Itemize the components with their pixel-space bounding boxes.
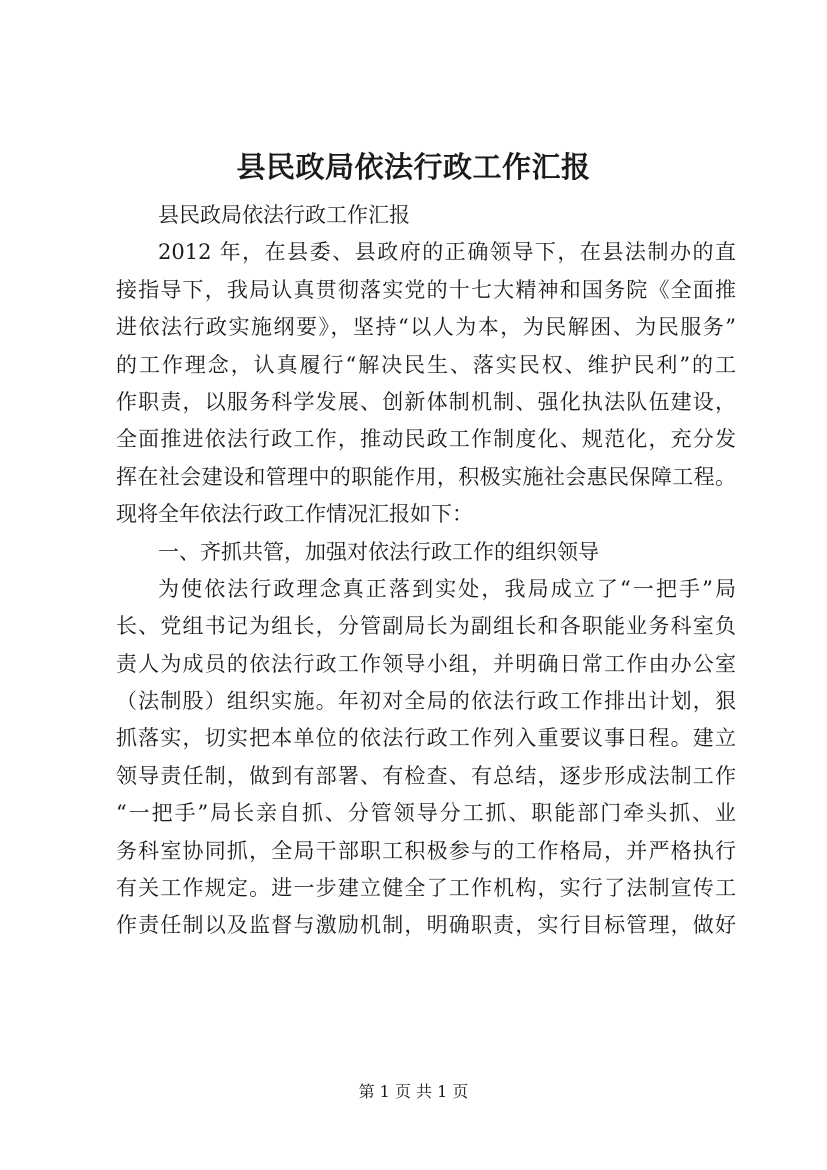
paragraph-line: （法制股）组织实施。年初对全局的依法行政工作排出计划，狠 [116, 689, 736, 714]
paragraph-line: 2012 年，在县委、县政府的正确领导下，在县法制办的直 [158, 240, 736, 265]
subtitle-line: 县民政局依法行政工作汇报 [158, 203, 410, 227]
paragraph-line: 务科室协同抓，全局干部职工积极参与的工作格局，并严格执行 [116, 838, 736, 863]
paragraph-line: 有关工作规定。进一步建立健全了工作机构，实行了法制宣传工 [116, 876, 736, 901]
document-body [116, 197, 736, 945]
document-title: 县民政局依法行政工作汇报 [236, 150, 591, 184]
paragraph-line: 作责任制以及监督与激励机制，明确职责，实行目标管理，做好 [116, 913, 736, 938]
paragraph-line: 挥在社会建设和管理中的职能作用，积极实施社会惠民保障工程。 [116, 464, 736, 489]
paragraph-line: 领导责任制，做到有部署、有检查、有总结，逐步形成法制工作 [116, 763, 736, 788]
paragraph-line: “一把手”局长亲自抓、分管领导分工抓、职能部门牵头抓、业 [116, 801, 736, 826]
section-heading: 一、齐抓共管，加强对依法行政工作的组织领导 [158, 539, 599, 564]
paragraph-line: 接指导下，我局认真贯彻落实党的十七大精神和国务院《全面推 [116, 277, 736, 302]
paragraph-line: 作职责，以服务科学发展、创新体制机制、强化执法队伍建设， [116, 389, 736, 414]
paragraph-line: 现将全年依法行政工作情况汇报如下： [116, 502, 473, 527]
paragraph-line: 全面推进依法行政工作，推动民政工作制度化、规范化，充分发 [116, 427, 736, 452]
paragraph-line: 为使依法行政理念真正落到实处，我局成立了“一把手”局 [158, 576, 736, 601]
paragraph-line: 进依法行政实施纲要》，坚持“以人为本，为民解困、为民服务” [116, 315, 736, 340]
paragraph-line: 抓落实，切实把本单位的依法行政工作列入重要议事日程。建立 [116, 726, 736, 751]
paragraph-line: 长、党组书记为组长，分管副局长为副组长和各职能业务科室负 [116, 614, 736, 639]
paragraph-line: 责人为成员的依法行政工作领导小组，并明确日常工作由办公室 [116, 651, 736, 676]
page-footer: 第 1 页 共 1 页 [358, 1082, 469, 1101]
paragraph-line: 的工作理念，认真履行“解决民生、落实民权、维护民利”的工 [116, 352, 736, 377]
